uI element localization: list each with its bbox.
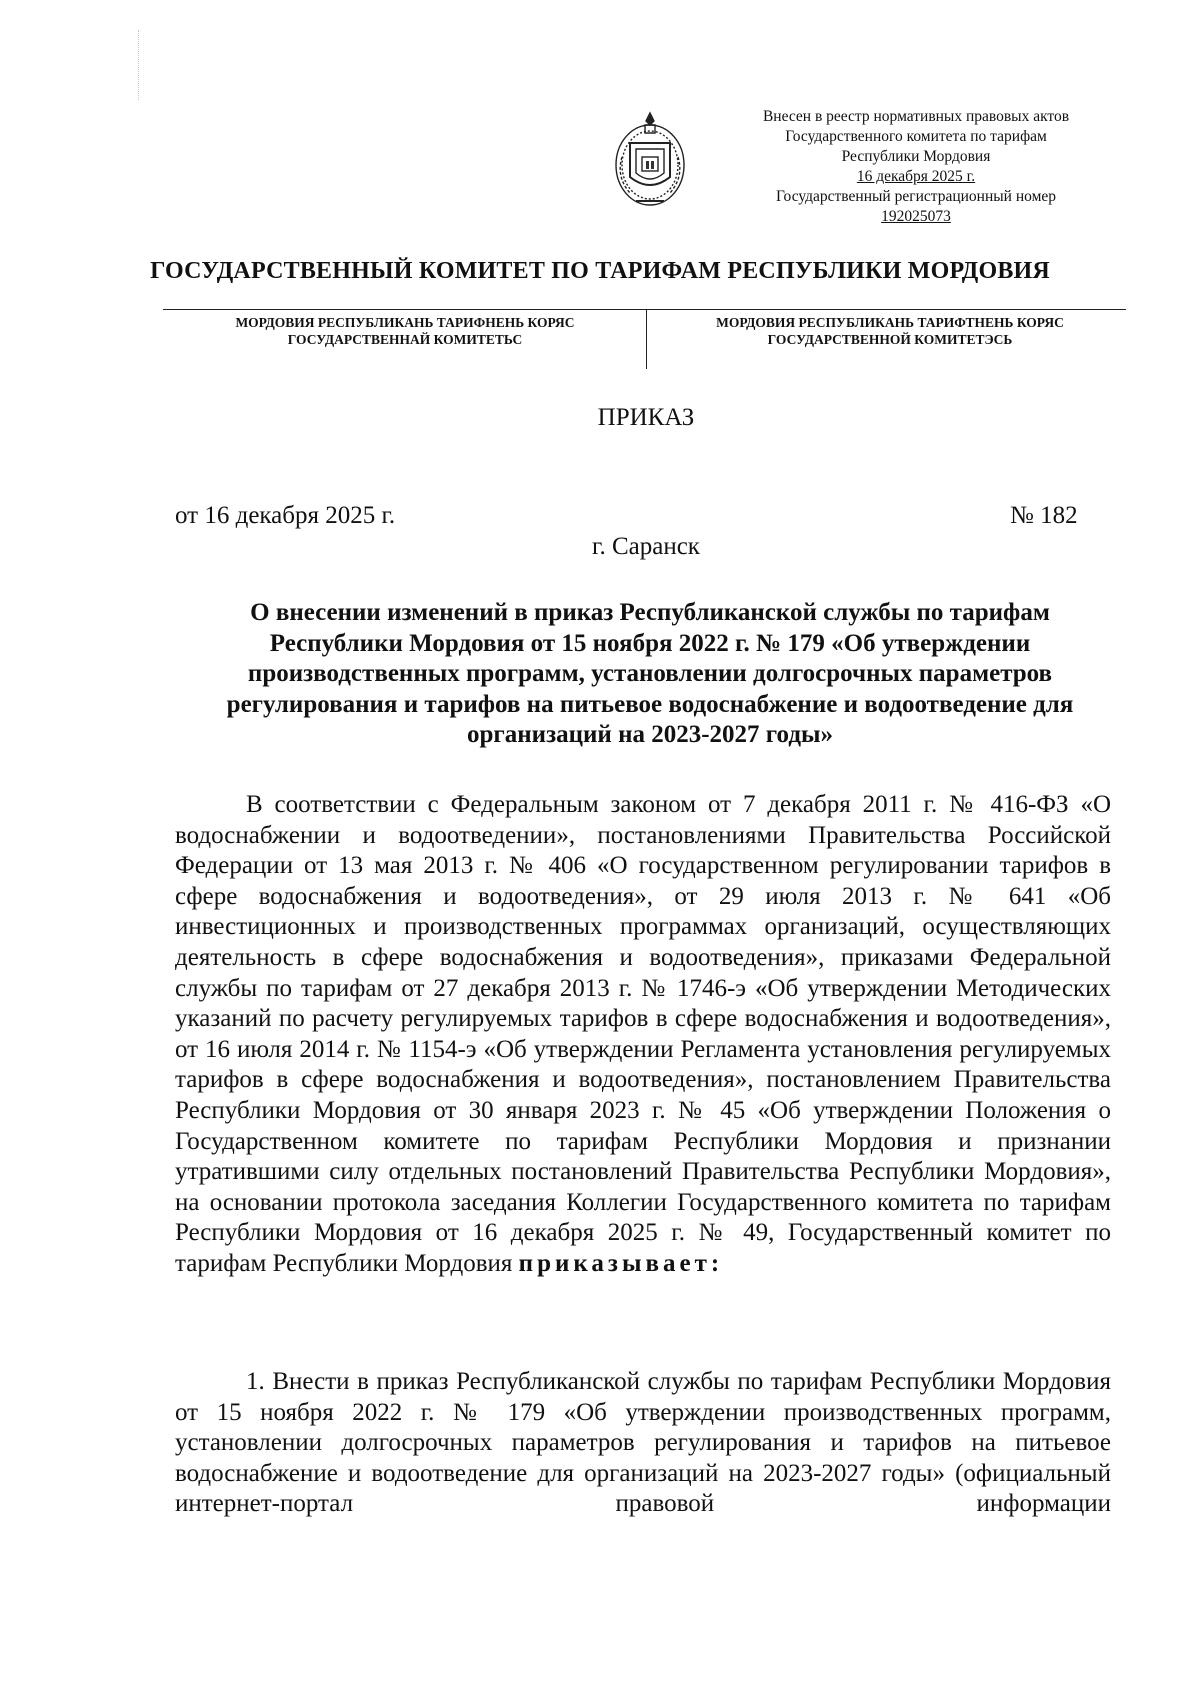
registry-number-label: Государственный регистрационный номер	[775, 188, 1057, 205]
scan-artifact	[138, 30, 143, 100]
basis-paragraph	[175, 790, 1111, 1280]
coat-of-arms-icon	[612, 107, 688, 211]
org-name-mokshan	[190, 314, 620, 348]
document-type: ПРИКАЗ	[597, 404, 695, 431]
org-name-erzyan	[660, 314, 1120, 348]
org-name-line: ГОСУДАРСТВЕННОЙ КОМИТЕТЭСЬ	[767, 332, 1013, 347]
header-rule	[163, 309, 1126, 310]
org-name-line: ГОСУДАРСТВЕННАЙ КОМИТЕТЬС	[287, 332, 523, 347]
basis-text: В соответствии с Федеральным законом от 7 декабря 2011 г. № 416-ФЗ «О водоснабжении и водоотведении», постановлениями Правительства Российской Федерации от 13 мая 2013 г. № 406 «О государственном регулировании тарифов в сфере водоснабжения и водоотведения», от 29 июля 2013 г. № 641 «Об инвестиционных и производственных программах организаций, осуществляющих деятельность в сфере водоснабжения и водоотведения», приказами Федеральной службы по тарифам от 27 декабря 2013 г. № 1746-э «Об утверждении Методических указаний по расчету регулируемых тарифов в сфере водоснабжения и водоотведения», от 16 июля 2014 г. № 1154-э «Об утверждении Регламента установления регулируемых тарифов в сфере водоснабжения и водоотведения», постановлением Правительства Республики Мордовия от 30 января 2023 г. № 45 «Об утверждении Положения о Государственном комитете по тарифам Республики Мордовия и признании утратившими силу отдельных постановлений Правительства Республики Мордовия», на основании протокола заседания Коллегии Государственного комитета по тарифам Республики Мордовия от 16 декабря 2025 г. № 49, Государственный комитет по тарифам Республики Мордовия	[175, 791, 1111, 1277]
registry-line: Внесен в реестр нормативных правовых актов	[762, 108, 1070, 125]
document-subject: О внесении изменений в приказ Республиканской службы по тарифам Республики Мордовия от 15 ноября 2022 г. № 179 «Об утверждении производственных программ, установлении долгосрочных параметров регулирования и тарифов на питьевое водоснабжение и водоотведение для организаций на 2023-2027 годы»	[226, 599, 1074, 748]
order-item-1: 1. Внести в приказ Республиканской службы по тарифам Республики Мордовия от 15 ноября 2022 г. № 179 «Об утверждении производственных программ, установлении долгосрочных параметров регулирования и тарифов на питьевое водоснабжение и водоотведение для организаций на 2023-2027 годы» (официальный интернет-портал правовой информации	[175, 1368, 1111, 1518]
registry-line: Государственного комитета по тарифам	[785, 128, 1047, 145]
org-name-line: МОРДОВИЯ РЕСПУБЛИКАНЬ ТАРИФНЕНЬ КОРЯС	[235, 315, 575, 330]
registry-number: 192025073	[881, 208, 951, 225]
registry-line: Республики Мордовия	[841, 148, 991, 165]
document-date: от 16 декабря 2025 г.	[175, 502, 396, 529]
registry-date: 16 декабря 2025 г.	[856, 168, 976, 185]
header-divider	[646, 310, 647, 369]
document-number: № 182	[1010, 502, 1078, 529]
organization-title: ГОСУДАРСТВЕННЫЙ КОМИТЕТ ПО ТАРИФАМ РЕСПУБЛИКИ МОРДОВИЯ	[150, 258, 1050, 284]
org-name-line: МОРДОВИЯ РЕСПУБЛИКАНЬ ТАРИФТНЕНЬ КОРЯС	[716, 315, 1064, 330]
registry-note	[716, 107, 1116, 227]
orders-word: приказывает:	[518, 1249, 724, 1277]
document-city: г. Саранск	[592, 533, 700, 560]
